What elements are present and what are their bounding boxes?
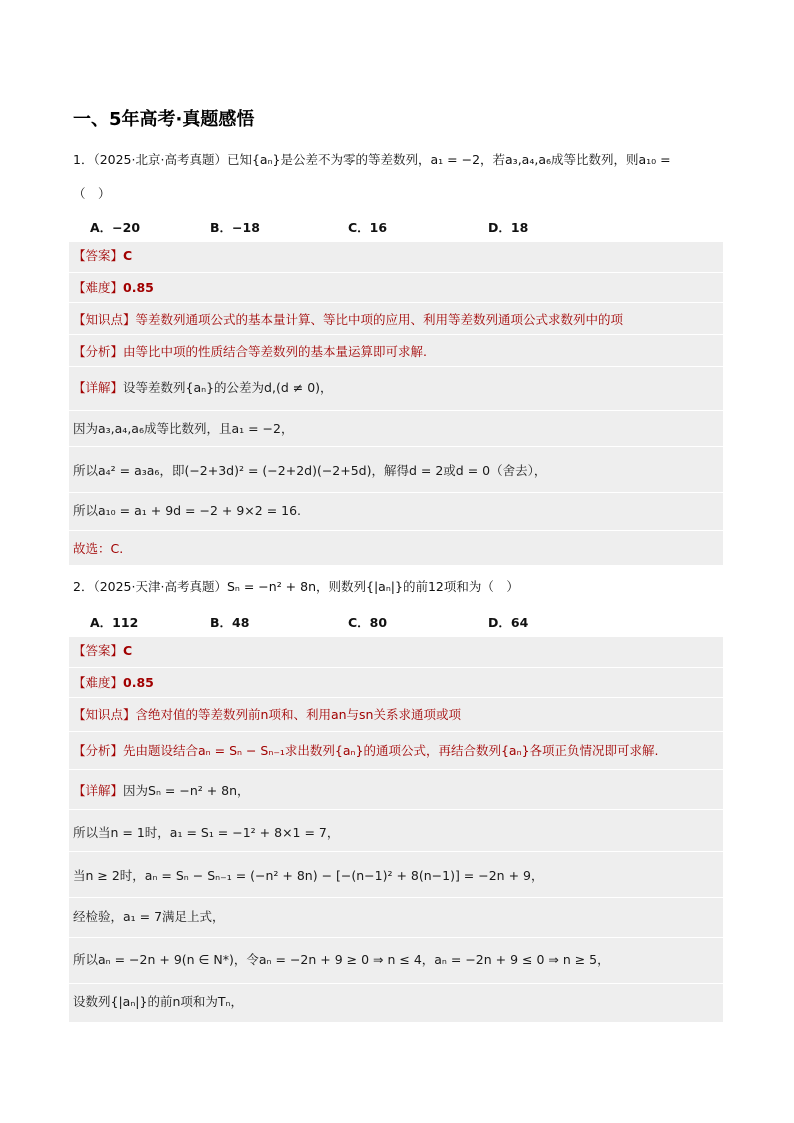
question-2-stem: 2．（2025·天津·高考真题）Sₙ = −n² + 8n，则数列{|aₙ|}的前12项和为（ ）	[73, 579, 519, 594]
knowledge-row	[73, 705, 461, 725]
analysis-value: 由等比中项的性质结合等差数列的基本量运算即可求解.	[123, 344, 427, 359]
knowledge-value: 含绝对值的等差数列前n项和、利用an与sn关系求通项或项	[135, 707, 461, 722]
detail-line: 所以a₄² = a₃a₆，即(−2+3d)² = (−2+2d)(−2+5d)，解得d = 2或d = 0（舍去），	[73, 463, 547, 478]
answer-tag: 【答案】	[73, 248, 124, 263]
difficulty-row	[73, 673, 154, 693]
detail-line: 设数列{|aₙ|}的前n项和为Tₙ，	[73, 994, 244, 1009]
option-b: B．−18	[210, 220, 260, 235]
option-c: C．80	[348, 615, 388, 630]
question-1-stem-paren: （ ）	[73, 186, 111, 201]
detail-row	[73, 781, 250, 801]
answer-tag: 【答案】	[73, 643, 124, 658]
analysis-row	[73, 342, 427, 362]
detail-line: 设等差数列{aₙ}的公差为d,(d ≠ 0)，	[123, 380, 333, 395]
analysis-value: 先由题设结合aₙ = Sₙ − Sₙ₋₁求出数列{aₙ}的通项公式，再结合数列{aₙ}各项正负情况即可求解.	[123, 743, 659, 758]
conclusion-text: 故选：C.	[73, 541, 124, 556]
section-title: 一、5年高考·真题感悟	[73, 109, 255, 130]
knowledge-tag: 【知识点】	[73, 707, 136, 722]
detail-line: 因为Sₙ = −n² + 8n，	[123, 783, 250, 798]
option-a: A．−20	[90, 220, 141, 235]
difficulty-tag: 【难度】	[73, 675, 124, 690]
analysis-tag: 【分析】	[73, 344, 124, 359]
option-a: A．112	[90, 615, 139, 630]
analysis-row	[73, 741, 659, 761]
option-c: C．16	[348, 220, 388, 235]
difficulty-value: 0.85	[123, 675, 154, 690]
knowledge-tag: 【知识点】	[73, 312, 136, 327]
option-d: D．64	[488, 615, 529, 630]
difficulty-row	[73, 278, 154, 298]
detail-line: 所以当n = 1时，a₁ = S₁ = −1² + 8×1 = 7，	[73, 825, 340, 840]
detail-line: 经检验，a₁ = 7满足上式，	[73, 909, 225, 924]
answer-row	[73, 246, 132, 266]
knowledge-value: 等差数列通项公式的基本量计算、等比中项的应用、利用等差数列通项公式求数列中的项	[135, 312, 624, 327]
option-b: B．48	[210, 615, 250, 630]
answer-value: C	[123, 643, 133, 658]
detail-line: 因为a₃,a₄,a₆成等比数列，且a₁ = −2，	[73, 421, 294, 436]
analysis-tag: 【分析】	[73, 743, 124, 758]
detail-tag: 【详解】	[73, 380, 124, 395]
detail-tag: 【详解】	[73, 783, 124, 798]
knowledge-row	[73, 310, 623, 330]
question-1-stem: 1．（2025·北京·高考真题）已知{aₙ}是公差不为零的等差数列，a₁ = −2，若a₃,a₄,a₆成等比数列，则a₁₀ =	[73, 152, 671, 167]
difficulty-value: 0.85	[123, 280, 154, 295]
detail-conclusion	[73, 539, 123, 559]
answer-row	[73, 641, 132, 661]
answer-value: C	[123, 248, 133, 263]
detail-line: 所以aₙ = −2n + 9(n ∈ N*)，令aₙ = −2n + 9 ≥ 0 ⇒ n ≤ 4，aₙ = −2n + 9 ≤ 0 ⇒ n ≥ 5，	[73, 952, 610, 967]
detail-line: 当n ≥ 2时，aₙ = Sₙ − Sₙ₋₁ = (−n² + 8n) − [−(n−1)² + 8(n−1)] = −2n + 9，	[73, 868, 544, 883]
option-d: D．18	[488, 220, 529, 235]
detail-line: 所以a₁₀ = a₁ + 9d = −2 + 9×2 = 16.	[73, 503, 302, 518]
detail-row	[73, 378, 333, 398]
difficulty-tag: 【难度】	[73, 280, 124, 295]
